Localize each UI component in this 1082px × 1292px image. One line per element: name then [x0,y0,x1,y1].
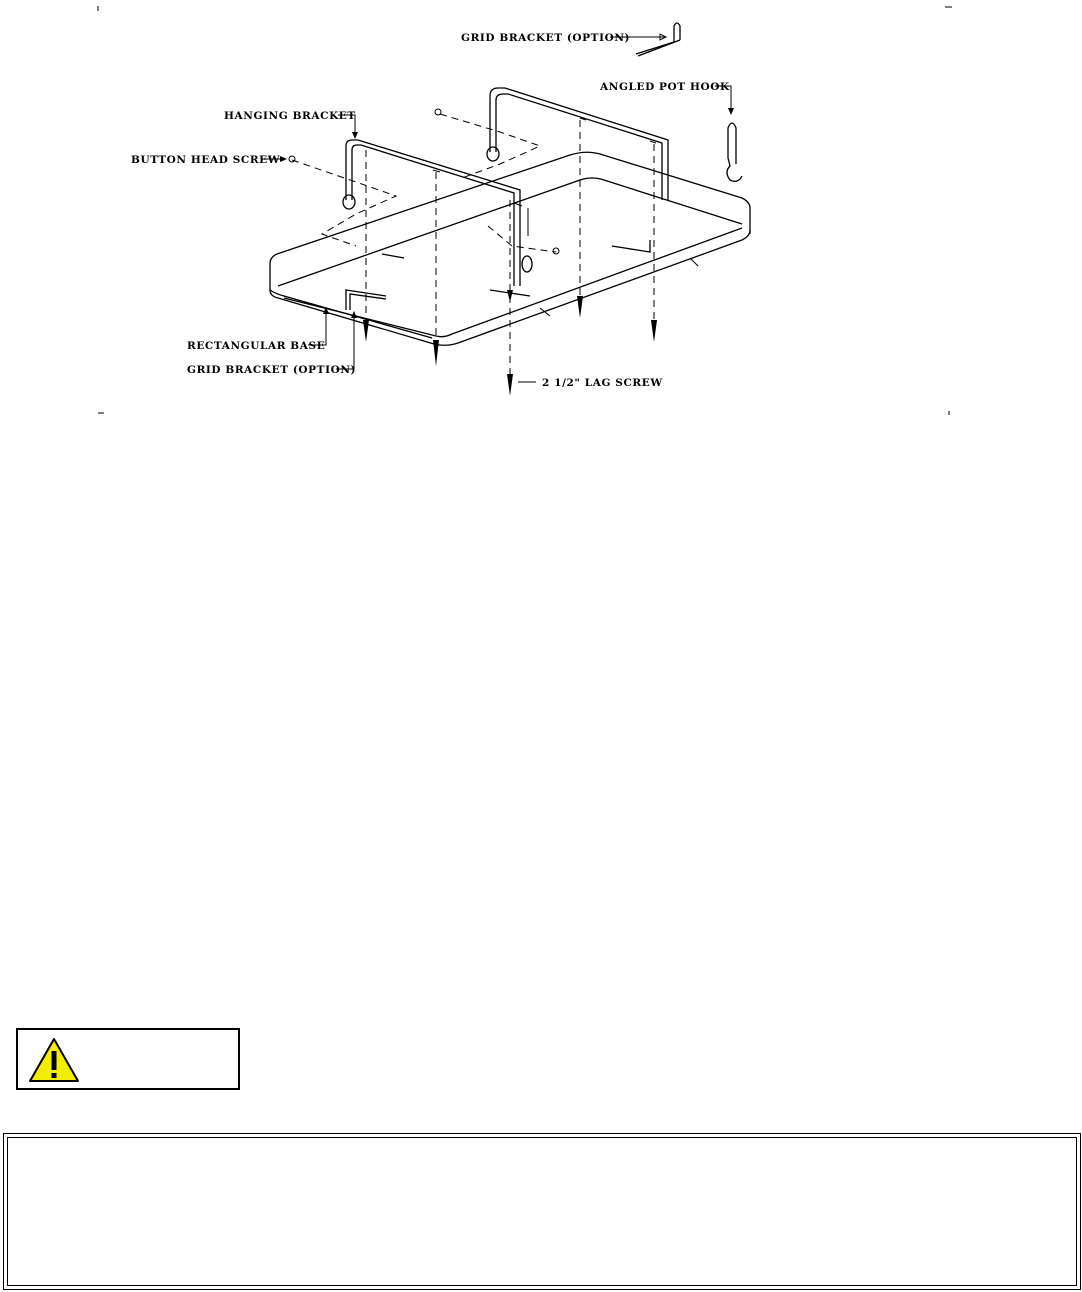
grid-brackets-on-base [346,240,698,316]
notice-box [3,1133,1081,1290]
caution-box [16,1028,240,1090]
angled-pot-hook-part [715,86,742,181]
angled-pot-hook-label: ANGLED POT HOOK [600,81,730,93]
notice-inner-border [7,1137,1077,1286]
corner-marks [98,6,952,415]
warning-triangle-icon [28,1036,80,1084]
grid-bracket-bottom-leader [336,311,357,369]
hanging-bracket-front [343,140,559,286]
lag-screw-label: 2 1/2" LAG SCREW [542,377,663,389]
grid-bracket-bottom-label: GRID BRACKET (OPTION) [187,364,357,376]
assembly-diagram [0,0,1082,430]
hanging-bracket-label: HANGING BRACKET [224,110,356,122]
rectangular-base-label: RECTANGULAR BASE [187,340,326,352]
hanging-bracket-back [435,88,668,200]
grid-bracket-top-label: GRID BRACKET (OPTION) [461,32,631,44]
button-head-screw-label: BUTTON HEAD SCREW [131,154,281,166]
